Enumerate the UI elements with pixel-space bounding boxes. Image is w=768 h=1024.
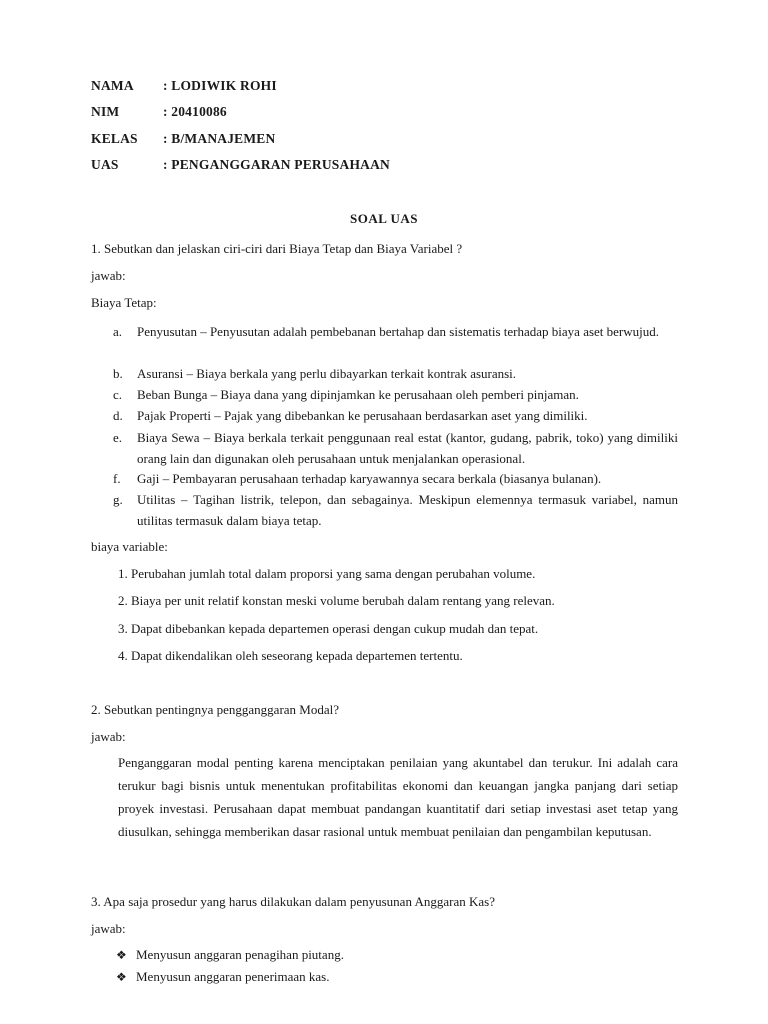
answer-label: jawab: [91,729,126,744]
item-text: Beban Bunga – Biaya dana yang dipinjamkan ke perusahaan oleh pemberi pinjaman. [137,387,579,402]
item-marker: d. [113,408,123,423]
variable-cost-label: biaya variable: [91,539,168,554]
answer-label: jawab: [91,921,126,936]
answer-paragraph: Penganggaran modal penting karena menciptakan penilaian yang akuntabel dan terukur. Ini adalah cara terukur bagi bisnis untuk menentukan profitabilitas ekonomi dan keuangan jangka panjang dari setiap proyek investasi. Perusahaan dapat membuat pandangan kuantitatif dari setiap investasi aset tetap yang diusulkan, sehingga memberikan dasar rasional untuk membuat penilaian dan pengambilan keputusan. [118,755,678,839]
header-value: : B/MANAJEMEN [163,131,276,146]
header-value: : LODIWIK ROHI [163,78,277,93]
header-key: UAS [91,157,119,172]
item-text: Asuransi – Biaya berkala yang perlu dibayarkan terkait kontrak asuransi. [137,366,517,381]
item-marker: a. [113,324,123,339]
item-marker: e. [113,430,123,445]
bullet-text: Menyusun anggaran penerimaan kas. [136,969,330,984]
item-text: Utilitas – Tagihan listrik, telepon, dan sebagainya. Meskipun elemennya termasuk variabel, namun utilitas termasuk dalam biaya tetap. [137,492,678,528]
header-key: NIM [91,104,120,119]
header-key: NAMA [91,78,134,93]
page-title: SOAL UAS [350,211,418,226]
header-value: : PENGANGGARAN PERUSAHAAN [163,157,390,172]
variable-cost-item: 4. Dapat dikendalikan oleh seseorang kepada departemen tertentu. [118,648,463,663]
header-value: : 20410086 [163,104,227,119]
fixed-cost-label: Biaya Tetap: [91,295,157,310]
item-marker: f. [113,471,121,486]
item-text: Penyusutan – Penyusutan adalah pembebanan bertahap dan sistematis terhadap biaya aset berwujud. [137,324,660,339]
bullet-item [116,969,330,985]
question-1: 1. Sebutkan dan jelaskan ciri-ciri dari Biaya Tetap dan Biaya Variabel ? [91,241,463,256]
item-text: Biaya Sewa – Biaya berkala terkait penggunaan real estat (kantor, gudang, pabrik, toko) yang dimiliki orang lain dan digunakan oleh perusahaan untuk menjalankan operasional. [137,430,678,466]
item-text: Gaji – Pembayaran perusahaan terhadap karyawannya secara berkala (biasanya bulanan). [137,471,602,486]
question-3: 3. Apa saja prosedur yang harus dilakukan dalam penyusunan Anggaran Kas? [91,894,495,909]
answer-label: jawab: [91,268,126,283]
item-marker: b. [113,366,123,381]
item-marker: c. [113,387,123,402]
variable-cost-item: 2. Biaya per unit relatif konstan meski volume berubah dalam rentang yang relevan. [118,593,555,608]
item-text: Pajak Properti – Pajak yang dibebankan ke perusahaan berdasarkan aset yang dimiliki. [137,408,588,423]
bullet-text: Menyusun anggaran penagihan piutang. [136,947,344,962]
item-marker: g. [113,492,123,507]
variable-cost-item: 1. Perubahan jumlah total dalam proporsi yang sama dengan perubahan volume. [118,566,536,581]
header-key: KELAS [91,131,138,146]
diamond-bullet-icon: ❖ [116,970,127,984]
question-2: 2. Sebutkan pentingnya pengganggaran Modal? [91,702,340,717]
variable-cost-item: 3. Dapat dibebankan kepada departemen operasi dengan cukup mudah dan tepat. [118,621,539,636]
diamond-bullet-icon: ❖ [116,948,127,962]
bullet-item [116,947,344,963]
